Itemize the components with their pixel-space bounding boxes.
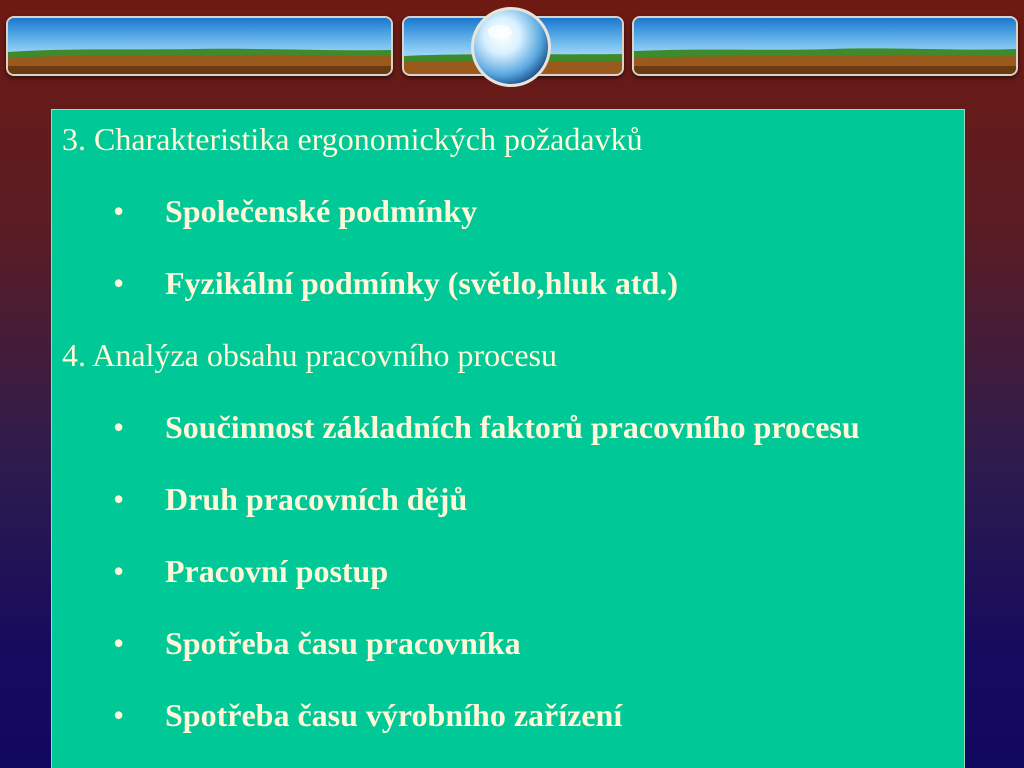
list-item-text: Součinnost základních faktorů pracovního procesu	[165, 409, 860, 445]
list-item	[62, 264, 954, 302]
list-item-text: Spotřeba času výrobního zařízení	[165, 697, 623, 733]
content-box	[51, 109, 965, 768]
list-item-text: Pracovní postup	[165, 553, 389, 589]
list-item-text: Spotřeba času pracovníka	[165, 625, 521, 661]
landscape-banner-icon	[8, 18, 391, 74]
bullet-icon: •	[113, 625, 125, 661]
bullet-icon: •	[113, 409, 125, 445]
list-item	[62, 408, 885, 446]
bullet-icon: •	[113, 481, 125, 517]
bullet-icon: •	[113, 697, 125, 733]
header-banner-right	[632, 16, 1018, 76]
header-banner-left	[6, 16, 393, 76]
landscape-banner-icon	[634, 18, 1016, 74]
globe-icon	[468, 4, 554, 90]
bullet-icon: •	[113, 553, 125, 589]
bullet-list	[52, 110, 964, 734]
list-item-text: Druh pracovních dějů	[165, 481, 468, 517]
list-item-text: 4. Analýza obsahu pracovního procesu	[62, 337, 557, 373]
list-item	[62, 336, 954, 374]
bullet-icon: •	[113, 265, 125, 301]
bullet-icon: •	[113, 193, 125, 229]
list-item-text: Fyzikální podmínky (světlo,hluk atd.)	[165, 265, 678, 301]
list-item	[62, 120, 954, 158]
list-item-text: Společenské podmínky	[165, 193, 478, 229]
list-item	[62, 624, 954, 662]
list-item-text: 3. Charakteristika ergonomických požadavků	[62, 121, 643, 157]
list-item	[62, 192, 954, 230]
list-item	[62, 480, 954, 518]
list-item	[62, 696, 954, 734]
list-item	[62, 552, 954, 590]
